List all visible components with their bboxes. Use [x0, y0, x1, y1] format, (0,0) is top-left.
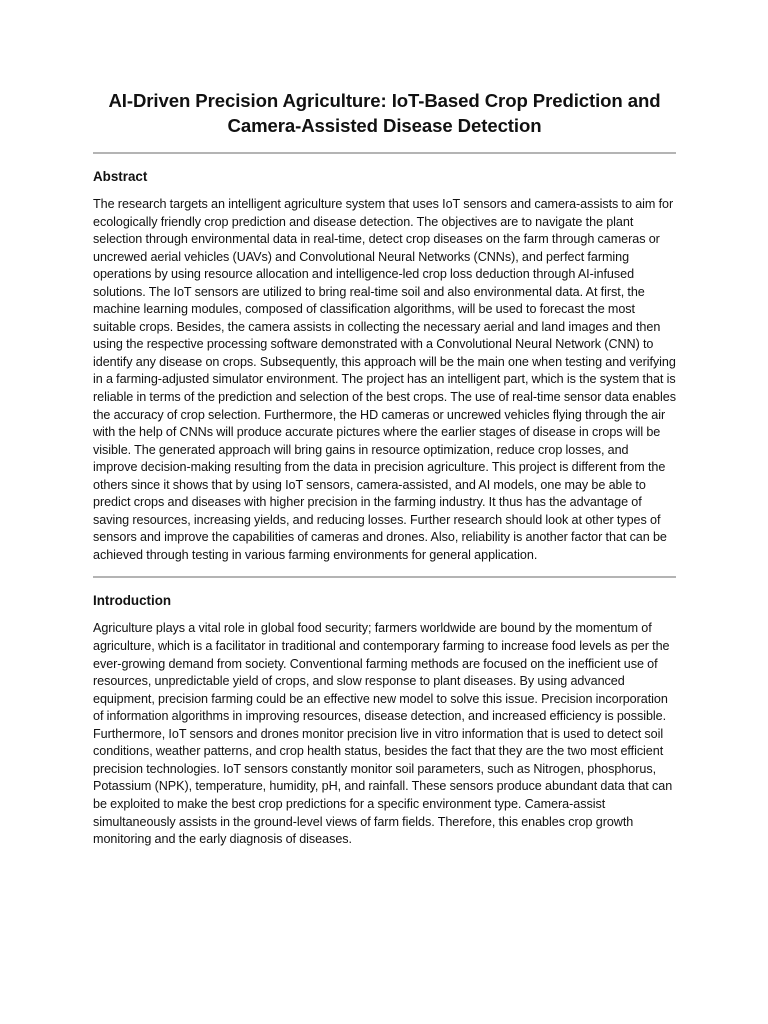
abstract-heading: Abstract: [93, 169, 148, 184]
introduction-section: [93, 592, 676, 848]
title-divider: [93, 152, 676, 154]
abstract-section: [93, 168, 676, 564]
abstract-body: The research targets an intelligent agriculture system that uses IoT sensors and camera-assists to aim for ecologically friendly crop prediction and disease detection. The objectives are to navigate the plant selection through environmental data in real-time, detect crop diseases on the farm through cameras or uncrewed aerial vehicles (UAVs) and Convolutional Neural Networks (CNNs), and perfect farming operations by using resource allocation and intelligence-led crop loss deduction through AI-infused solutions. The IoT sensors are utilized to bring real-time soil and also environmental data. At first, the machine learning modules, composed of classification algorithms, will be used to forecast the most suitable crops. Besides, the camera assists in collecting the necessary aerial and land images and then using the respective processing software demonstrated with a Convolutional Neural Network (CNN) to identify any disease on crops. Subsequently, this approach will be the main one when testing and verifying in a farming-adjusted simulator environment. The project has an intelligent part, which is the system that is reliable in terms of the prediction and selection of the best crops. The use of real-time sensor data enables the accuracy of crop selection. Furthermore, the HD cameras or uncrewed vehicles flying through the air with the help of CNNs will produce accurate pictures where the earlier stages of disease in crops will be visible. The generated approach will bring gains in resource optimization, reduce crop losses, and improve decision-making resulting from the data in precision agriculture. This project is different from the others since it shows that by using IoT sensors, camera-assisted, and AI models, one may be able to predict crops and diseases with higher precision in the farming industry. It thus has the advantage of saving resources, increasing yields, and reducing losses. Further research should look at other types of sensors and improve the capabilities of cameras and drones. Also, reliability is another factor that can be achieved through testing in various farming environments for general application.: [93, 197, 676, 562]
introduction-body: Agriculture plays a vital role in global food security; farmers worldwide are bound by the momentum of agriculture, which is a facilitator in traditional and contemporary farming to increase food levels as per the ever-growing demand from society. Conventional farming methods are focused on the inefficient use of resources, unpredictable yield of crops, and slow response to plant diseases. By using advanced equipment, precision farming could be an effective new model to solve this issue. Precision incorporation of information algorithms in improving resources, disease detection, and increased efficiency is possible. Furthermore, IoT sensors and drones monitor precision live in vitro information that is used to detect soil conditions, weather patterns, and crop health status, besides the fact that they are the two most efficient precision technologies. IoT sensors constantly monitor soil parameters, such as Nitrogen, phosphorus, Potassium (NPK), temperature, humidity, pH, and rainfall. These sensors produce abundant data that can be exploited to make the best crop predictions for a specific environment type. Camera-assist simultaneously assists in the ground-level views of farm fields. Therefore, this enables crop growth monitoring and the early diagnosis of diseases.: [93, 621, 673, 847]
paper-page: [93, 0, 676, 849]
paper-title: AI-Driven Precision Agriculture: IoT-Based Crop Prediction and Camera-Assisted Disease Detection: [108, 90, 661, 136]
abstract-divider: [93, 576, 676, 578]
introduction-heading: Introduction: [93, 593, 172, 609]
